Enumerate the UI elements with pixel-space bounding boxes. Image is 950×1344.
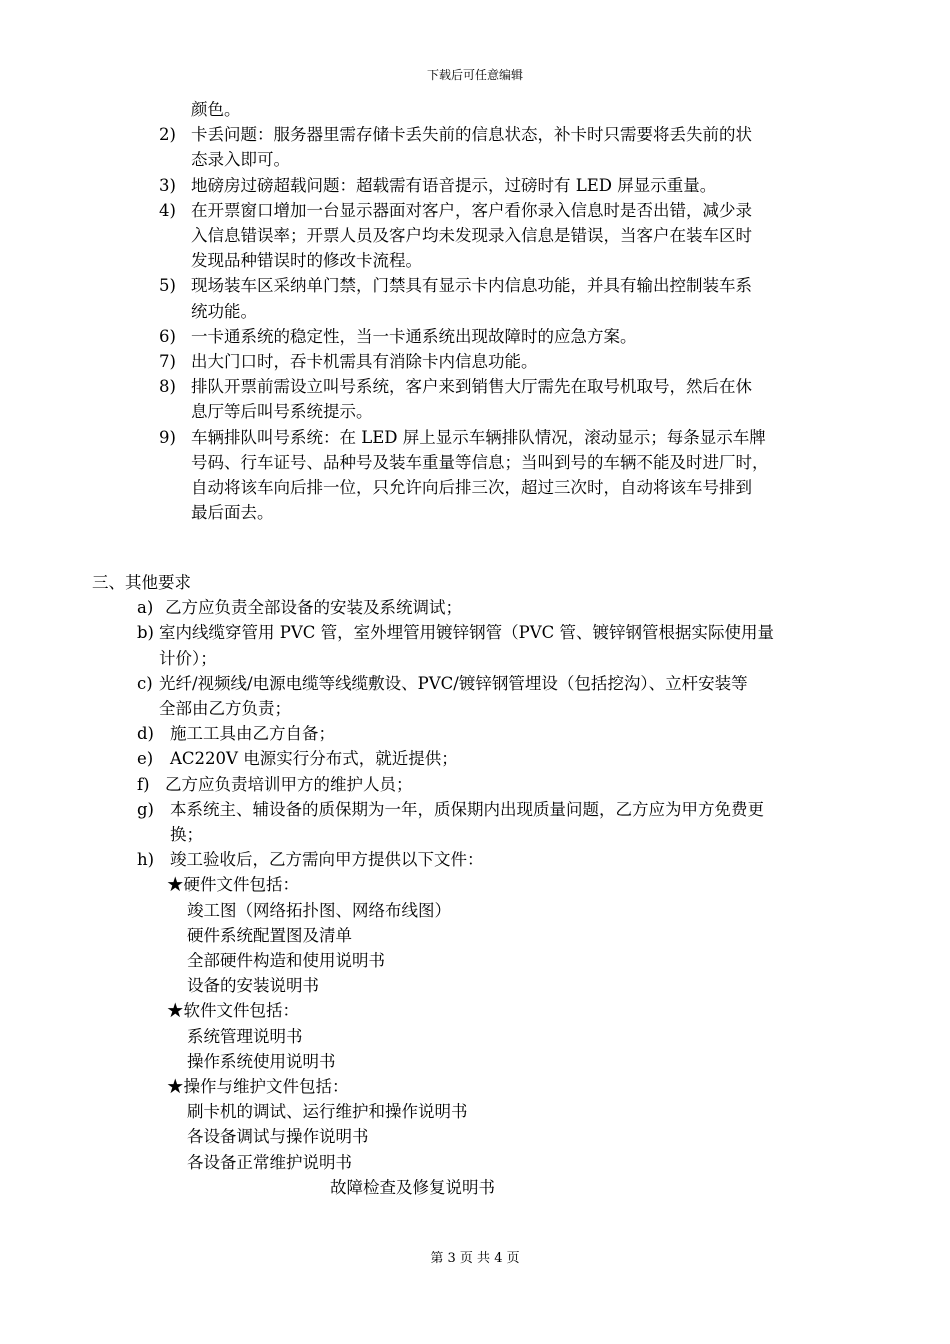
doc-item: 各设备正常维护说明书 <box>187 1152 352 1172</box>
list-item-text: 号码、行车证号、品种号及装车重量等信息；当叫到号的车辆不能及时进厂时， <box>191 452 769 472</box>
list-item-text: 本系统主、辅设备的质保期为一年，质保期内出现质量问题，乙方应为甲方免费更 <box>170 799 764 819</box>
doc-group-heading: ★操作与维护文件包括： <box>167 1077 349 1096</box>
list-item-text: 全部由乙方负责； <box>159 699 291 718</box>
list-item-text: 光纤/视频线/电源电缆等线缆敷设、PVC/镀锌钢管埋设（包括挖沟）、立杆安装等 <box>159 673 748 693</box>
list-item-number: 8) <box>159 377 176 397</box>
list-item-number: f) <box>137 774 150 794</box>
doc-item: 系统管理说明书 <box>187 1026 303 1046</box>
list-item-text: 地磅房过磅超载问题：超载需有语音提示，过磅时有 LED 屏显示重量。 <box>191 175 717 195</box>
list-item-text: 卡丢问题：服务器里需存储卡丢失前的信息状态，补卡时只需要将丢失前的状 <box>191 125 752 145</box>
list-item-text: 在开票窗口增加一台显示器面对客户，客户看你录入信息时是否出错，减少录 <box>191 200 752 220</box>
list-item-text: 换； <box>170 825 203 844</box>
list-item-text: 乙方应负责全部设备的安装及系统调试； <box>165 598 462 618</box>
doc-item: 各设备调试与操作说明书 <box>187 1127 369 1147</box>
list-item-number: e) <box>137 749 154 769</box>
doc-group-heading: ★硬件文件包括： <box>167 875 299 895</box>
page-footer: 第 3 页 共 4 页 <box>430 1251 520 1266</box>
list-item-text: 竣工验收后，乙方需向甲方提供以下文件： <box>170 850 484 870</box>
list-item-number: 3) <box>159 175 176 195</box>
doc-item: 硬件系统配置图及清单 <box>187 925 352 945</box>
list-item-text: 颜色。 <box>191 100 241 119</box>
list-item-text: AC220V 电源实行分布式，就近提供； <box>170 749 458 769</box>
section-heading: 三、其他要求 <box>92 573 191 592</box>
list-item-number: 6) <box>159 326 176 346</box>
list-item-text: 出大门口时，吞卡机需具有消除卡内信息功能。 <box>191 352 538 371</box>
list-item-text: 最后面去。 <box>191 503 274 523</box>
list-item-text: 车辆排队叫号系统：在 LED 屏上显示车辆排队情况，滚动显示；每条显示车牌 <box>191 427 766 447</box>
list-item-number: h) <box>137 850 155 870</box>
list-item-text: 统功能。 <box>191 301 257 321</box>
list-item-text: 室内线缆穿管用 PVC 管，室外埋管用镀锌钢管（PVC 管、镀锌钢管根据实际使用量 <box>159 623 775 643</box>
page-header: 下载后可任意编辑 <box>426 68 523 82</box>
doc-item: 刷卡机的调试、运行维护和操作说明书 <box>187 1102 468 1122</box>
list-item-number: 2) <box>159 125 176 145</box>
list-item-number: g) <box>137 799 154 819</box>
list-item-text: 计价）； <box>159 648 217 668</box>
doc-item: 设备的安装说明书 <box>187 976 319 996</box>
list-item-text: 一卡通系统的稳定性，当一卡通系统出现故障时的应急方案。 <box>191 326 637 346</box>
list-item-text: 态录入即可。 <box>191 150 290 170</box>
list-item-text: 乙方应负责培训甲方的维护人员； <box>165 774 413 794</box>
doc-item: 全部硬件构造和使用说明书 <box>187 951 385 970</box>
list-item-text: 施工工具由乙方自备； <box>170 724 335 744</box>
list-item-number: 7) <box>159 352 176 371</box>
list-item-number: c) <box>137 673 153 693</box>
list-item-number: 9) <box>159 427 176 447</box>
list-item-text: 自动将该车向后排一位，只允许向后排三次，超过三次时，自动将该车号排到 <box>191 478 752 497</box>
doc-item: 故障检查及修复说明书 <box>330 1177 495 1197</box>
list-item-text: 排队开票前需设立叫号系统，客户来到销售大厅需先在取号机取号，然后在休 <box>191 377 752 397</box>
list-item-text: 现场装车区采纳单门禁，门禁具有显示卡内信息功能，并具有输出控制装车系 <box>191 276 752 296</box>
list-item-number: 4) <box>159 200 176 220</box>
list-item-number: d) <box>137 724 154 744</box>
list-item-text: 发现品种错误时的修改卡流程。 <box>191 251 422 271</box>
list-item-text: 息厅等后叫号系统提示。 <box>191 402 373 422</box>
list-item-number: a) <box>137 598 154 618</box>
list-item-text: 入信息错误率；开票人员及客户均未发现录入信息是错误，当客户在装车区时 <box>191 226 752 245</box>
list-item-number: 5) <box>159 276 176 296</box>
doc-group-heading: ★软件文件包括： <box>167 1001 299 1021</box>
doc-item: 操作系统使用说明书 <box>187 1051 336 1071</box>
doc-item: 竣工图（网络拓扑图、网络布线图） <box>187 900 451 920</box>
list-item-number: b) <box>137 623 154 643</box>
